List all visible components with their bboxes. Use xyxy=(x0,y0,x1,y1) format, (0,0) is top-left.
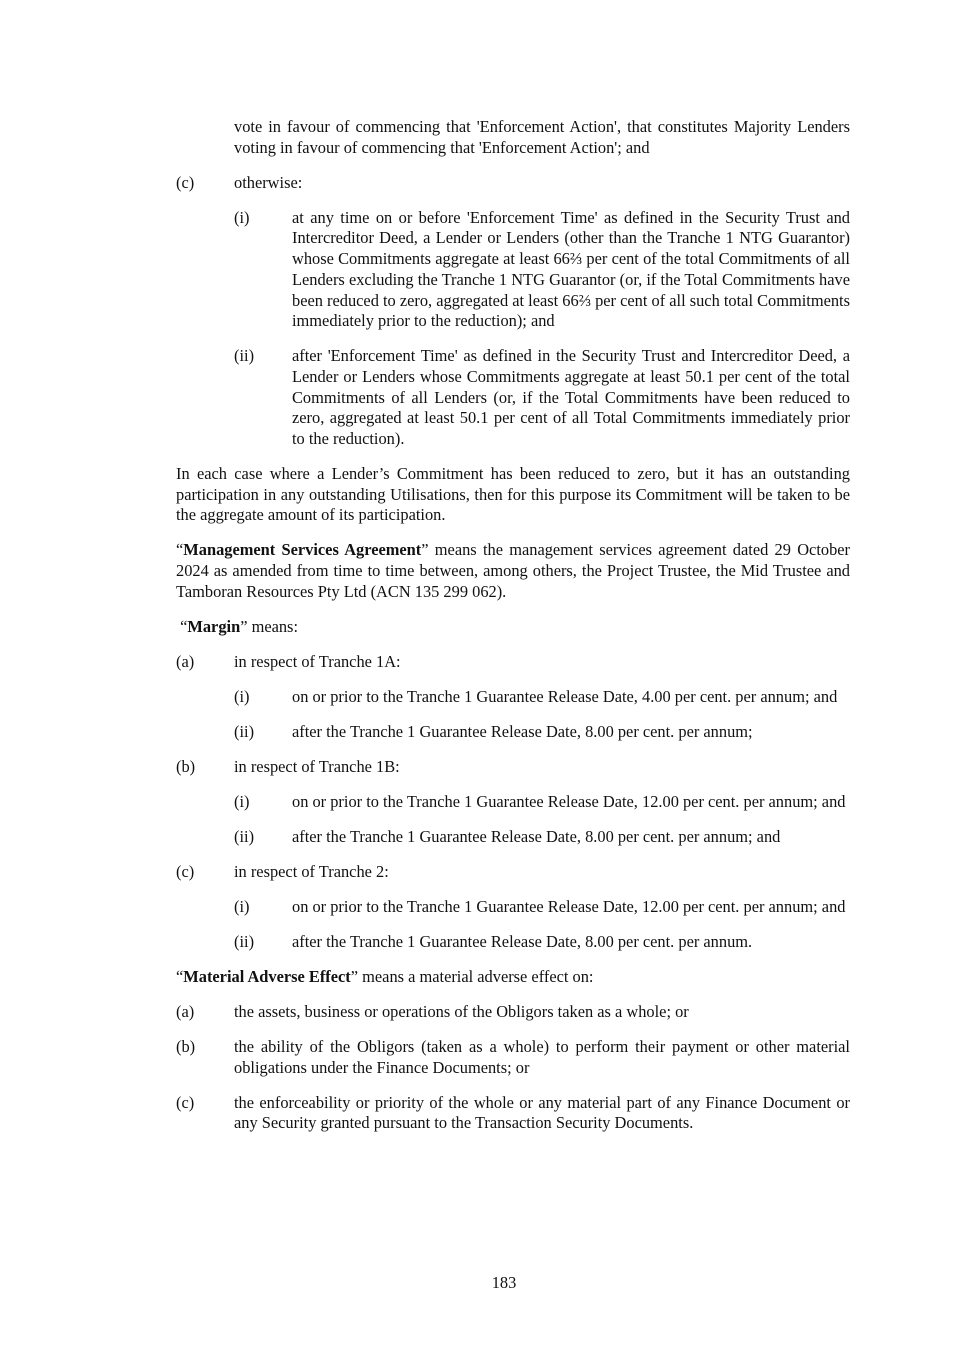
clause-item xyxy=(176,652,850,673)
clause-item xyxy=(176,1002,850,1023)
subclause-item xyxy=(176,897,850,918)
close-quote: ” xyxy=(421,540,429,560)
clause-item xyxy=(176,757,850,778)
defined-term: Material Adverse Effect xyxy=(183,966,351,986)
clause-label: (b) xyxy=(176,756,196,776)
subclause-item xyxy=(176,722,850,743)
subclause-text: at any time on or before 'Enforcement Time' as defined in the Security Trust and Intercreditor Deed, a Lender or Lenders (other than the Tranche 1 NTG Guarantor) whose Commitments aggregate at least 66⅔ per cent of the total Commitments of all Lenders excluding the Tranche 1 NTG Guarantor (or, if the Total Commitments have been reduced to zero, aggregated at least 66⅔ per cent of all such total Commitments immediately prior to the reduction); and xyxy=(292,207,850,331)
clause-text: the enforceability or priority of the whole or any material part of any Finance Document or any Security granted pursuant to the Transaction Security Documents. xyxy=(234,1092,850,1133)
clause-label: (a) xyxy=(176,651,195,671)
page-number: 183 xyxy=(491,1273,517,1292)
subclause-text: after 'Enforcement Time' as defined in the Security Trust and Intercreditor Deed, a Lender or Lenders whose Commitments aggregate at least 50.1 per cent of the total Commitments of all Lenders (or, if the Total Commitments have been reduced to zero, aggregated at least 50.1 per cent of all Total Commitments immediately prior to the reduction). xyxy=(292,346,850,449)
clause-text: in respect of Tranche 1B: xyxy=(234,756,400,776)
subclause-text: after the Tranche 1 Guarantee Release Date, 8.00 per cent. per annum; xyxy=(292,721,753,741)
definition-management-services-agreement xyxy=(176,540,850,602)
subclause-label: (ii) xyxy=(234,826,255,846)
open-quote: “ xyxy=(176,540,184,560)
clause-text: in respect of Tranche 1A: xyxy=(234,651,401,671)
subclause-item xyxy=(176,932,850,953)
subclause-label: (i) xyxy=(234,791,250,811)
definition-material-adverse-effect xyxy=(176,967,850,988)
subclause-text: on or prior to the Tranche 1 Guarantee Release Date, 12.00 per cent. per annum; and xyxy=(292,791,846,811)
subclause-item xyxy=(176,687,850,708)
page-content xyxy=(176,117,850,1148)
subclause-item xyxy=(176,208,850,332)
subclause-text: after the Tranche 1 Guarantee Release Date, 8.00 per cent. per annum; and xyxy=(292,826,781,846)
subclause-label: (ii) xyxy=(234,931,255,951)
close-quote: ” xyxy=(350,966,359,986)
clause-label: (c) xyxy=(176,172,195,192)
closing-paragraph: In each case where a Lender’s Commitment has been reduced to zero, but it has an outstanding participation in any outstanding Utilisations, then for this purpose its Commitment will be taken to be the aggregate amount of its participation. xyxy=(176,464,850,525)
clause-item xyxy=(176,173,850,194)
defined-term: Management Services Agreement xyxy=(183,540,422,560)
clause-text: the ability of the Obligors (taken as a whole) to perform their payment or other material obligations under the Finance Documents; or xyxy=(234,1036,850,1077)
definition-text: means a material adverse effect on: xyxy=(358,966,594,986)
subclause-label: (i) xyxy=(234,207,250,227)
clause-item xyxy=(176,862,850,883)
subclause-label: (i) xyxy=(234,896,250,916)
subclause-label: (i) xyxy=(234,686,250,706)
subclause-text: on or prior to the Tranche 1 Guarantee Release Date, 4.00 per cent. per annum; and xyxy=(292,686,838,706)
subclause-item xyxy=(176,827,850,848)
clause-text: the assets, business or operations of the Obligors taken as a whole; or xyxy=(234,1001,689,1021)
definition-text: means: xyxy=(247,616,298,636)
clause-label: (c) xyxy=(176,861,195,881)
definition-text: means the management services agreement dated 29 October 2024 as amended from time to time between, among others, the Project Trustee, the Mid Trustee and Tamboran Resources Pty Ltd (ACN 135 299 062). xyxy=(176,540,850,601)
definition-margin xyxy=(176,617,850,638)
subclause-item xyxy=(176,346,850,450)
clause-item xyxy=(176,1037,850,1078)
clause-item xyxy=(176,1093,850,1134)
open-quote: “ xyxy=(176,616,188,636)
close-quote: ” xyxy=(240,616,248,636)
defined-term: Margin xyxy=(187,616,241,636)
open-quote: “ xyxy=(176,966,184,986)
clause-text: otherwise: xyxy=(234,172,303,192)
clause-label: (b) xyxy=(176,1036,196,1056)
subclause-label: (ii) xyxy=(234,721,255,741)
clause-label: (a) xyxy=(176,1001,195,1021)
clause-label: (c) xyxy=(176,1092,195,1112)
continuation-text: vote in favour of commencing that 'Enforcement Action', that constitutes Majority Lenders voting in favour of commencing that 'Enforcement Action'; and xyxy=(234,117,850,157)
subclause-text: on or prior to the Tranche 1 Guarantee Release Date, 12.00 per cent. per annum; and xyxy=(292,896,846,916)
clause-text: in respect of Tranche 2: xyxy=(234,861,389,881)
subclause-label: (ii) xyxy=(234,346,255,366)
subclause-item xyxy=(176,792,850,813)
subclause-text: after the Tranche 1 Guarantee Release Date, 8.00 per cent. per annum. xyxy=(292,931,753,951)
